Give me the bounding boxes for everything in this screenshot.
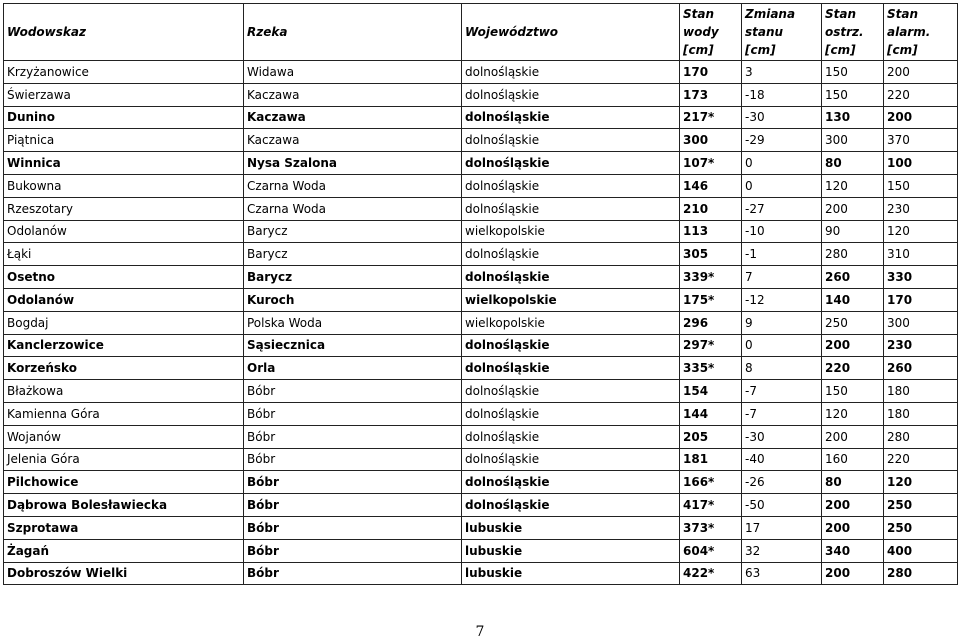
cell-wojewodztwo: dolnośląskie <box>462 129 680 152</box>
cell-stan-ostrz: 200 <box>822 562 884 585</box>
cell-zmiana-stanu: -7 <box>742 402 822 425</box>
cell-wojewodztwo: dolnośląskie <box>462 106 680 129</box>
cell-stan-alarm: 230 <box>884 334 958 357</box>
cell-stan-alarm: 280 <box>884 562 958 585</box>
cell-wodowskaz: Dunino <box>4 106 244 129</box>
cell-stan-ostrz: 340 <box>822 539 884 562</box>
cell-rzeka: Bóbr <box>244 562 462 585</box>
cell-wodowskaz: Rzeszotary <box>4 197 244 220</box>
cell-stan-wody: 181 <box>680 448 742 471</box>
cell-stan-wody: 217* <box>680 106 742 129</box>
cell-rzeka: Barycz <box>244 266 462 289</box>
table-row <box>4 311 958 334</box>
cell-wodowskaz: Szprotawa <box>4 516 244 539</box>
cell-rzeka: Sąsiecznica <box>244 334 462 357</box>
cell-wojewodztwo: dolnośląskie <box>462 448 680 471</box>
table-row <box>4 516 958 539</box>
cell-stan-wody: 297* <box>680 334 742 357</box>
cell-stan-wody: 170 <box>680 61 742 84</box>
cell-wojewodztwo: dolnośląskie <box>462 197 680 220</box>
cell-stan-alarm: 250 <box>884 494 958 517</box>
cell-wodowskaz: Piątnica <box>4 129 244 152</box>
cell-stan-ostrz: 90 <box>822 220 884 243</box>
cell-stan-alarm: 150 <box>884 174 958 197</box>
table-row <box>4 380 958 403</box>
cell-zmiana-stanu: 17 <box>742 516 822 539</box>
cell-wodowskaz: Dobroszów Wielki <box>4 562 244 585</box>
cell-stan-ostrz: 150 <box>822 61 884 84</box>
cell-stan-alarm: 400 <box>884 539 958 562</box>
cell-wojewodztwo: dolnośląskie <box>462 266 680 289</box>
header-zmiana-stanu <box>742 4 822 61</box>
cell-stan-wody: 300 <box>680 129 742 152</box>
cell-zmiana-stanu: -12 <box>742 288 822 311</box>
cell-stan-ostrz: 150 <box>822 83 884 106</box>
cell-stan-alarm: 120 <box>884 471 958 494</box>
cell-stan-ostrz: 200 <box>822 334 884 357</box>
table-row <box>4 266 958 289</box>
cell-stan-wody: 146 <box>680 174 742 197</box>
cell-stan-alarm: 180 <box>884 402 958 425</box>
cell-wojewodztwo: lubuskie <box>462 539 680 562</box>
cell-stan-wody: 210 <box>680 197 742 220</box>
header-wojewodztwo: Województwo <box>462 4 680 61</box>
cell-zmiana-stanu: -18 <box>742 83 822 106</box>
cell-rzeka: Bóbr <box>244 380 462 403</box>
cell-stan-ostrz: 250 <box>822 311 884 334</box>
cell-rzeka: Bóbr <box>244 516 462 539</box>
cell-stan-wody: 107* <box>680 152 742 175</box>
cell-wodowskaz: Bogdaj <box>4 311 244 334</box>
cell-rzeka: Czarna Woda <box>244 197 462 220</box>
cell-stan-wody: 173 <box>680 83 742 106</box>
cell-stan-alarm: 120 <box>884 220 958 243</box>
cell-stan-wody: 154 <box>680 380 742 403</box>
cell-rzeka: Kaczawa <box>244 106 462 129</box>
cell-stan-wody: 335* <box>680 357 742 380</box>
table-row <box>4 448 958 471</box>
cell-rzeka: Bóbr <box>244 402 462 425</box>
table-row <box>4 83 958 106</box>
cell-stan-ostrz: 260 <box>822 266 884 289</box>
cell-wodowskaz: Łąki <box>4 243 244 266</box>
cell-stan-alarm: 220 <box>884 448 958 471</box>
table-row <box>4 220 958 243</box>
header-line: ostrz. <box>825 25 864 39</box>
cell-stan-alarm: 330 <box>884 266 958 289</box>
cell-stan-alarm: 180 <box>884 380 958 403</box>
water-gauge-table <box>3 3 958 585</box>
table-row <box>4 402 958 425</box>
cell-wojewodztwo: lubuskie <box>462 562 680 585</box>
cell-zmiana-stanu: -50 <box>742 494 822 517</box>
cell-zmiana-stanu: -30 <box>742 106 822 129</box>
cell-rzeka: Bóbr <box>244 425 462 448</box>
header-line: alarm. <box>887 25 931 39</box>
cell-wodowskaz: Żagań <box>4 539 244 562</box>
cell-zmiana-stanu: 63 <box>742 562 822 585</box>
cell-stan-ostrz: 160 <box>822 448 884 471</box>
cell-rzeka: Barycz <box>244 220 462 243</box>
header-stan-wody <box>680 4 742 61</box>
cell-wojewodztwo: dolnośląskie <box>462 243 680 266</box>
cell-wodowskaz: Świerzawa <box>4 83 244 106</box>
cell-stan-wody: 144 <box>680 402 742 425</box>
cell-wodowskaz: Błażkowa <box>4 380 244 403</box>
cell-wodowskaz: Osetno <box>4 266 244 289</box>
cell-stan-wody: 113 <box>680 220 742 243</box>
cell-stan-wody: 205 <box>680 425 742 448</box>
cell-stan-wody: 604* <box>680 539 742 562</box>
cell-stan-ostrz: 130 <box>822 106 884 129</box>
table-row <box>4 334 958 357</box>
cell-stan-alarm: 230 <box>884 197 958 220</box>
cell-rzeka: Kaczawa <box>244 83 462 106</box>
cell-stan-ostrz: 120 <box>822 174 884 197</box>
table-row <box>4 357 958 380</box>
cell-zmiana-stanu: 0 <box>742 152 822 175</box>
table-row <box>4 197 958 220</box>
cell-wodowskaz: Kamienna Góra <box>4 402 244 425</box>
header-stan-ostrz <box>822 4 884 61</box>
cell-wojewodztwo: dolnośląskie <box>462 380 680 403</box>
cell-stan-alarm: 260 <box>884 357 958 380</box>
cell-stan-wody: 339* <box>680 266 742 289</box>
cell-zmiana-stanu: -40 <box>742 448 822 471</box>
cell-stan-ostrz: 200 <box>822 197 884 220</box>
table-row <box>4 425 958 448</box>
header-row <box>4 4 958 61</box>
cell-stan-wody: 417* <box>680 494 742 517</box>
cell-zmiana-stanu: 0 <box>742 174 822 197</box>
cell-wojewodztwo: dolnośląskie <box>462 61 680 84</box>
cell-rzeka: Bóbr <box>244 448 462 471</box>
cell-wodowskaz: Bukowna <box>4 174 244 197</box>
cell-stan-alarm: 220 <box>884 83 958 106</box>
cell-stan-wody: 373* <box>680 516 742 539</box>
cell-rzeka: Barycz <box>244 243 462 266</box>
cell-stan-ostrz: 150 <box>822 380 884 403</box>
cell-wojewodztwo: dolnośląskie <box>462 152 680 175</box>
header-rzeka: Rzeka <box>244 4 462 61</box>
header-wodowskaz: Wodowskaz <box>4 4 244 61</box>
cell-wodowskaz: Winnica <box>4 152 244 175</box>
table-row <box>4 539 958 562</box>
table-row <box>4 61 958 84</box>
cell-stan-ostrz: 200 <box>822 425 884 448</box>
cell-zmiana-stanu: 7 <box>742 266 822 289</box>
cell-zmiana-stanu: 3 <box>742 61 822 84</box>
cell-wodowskaz: Wojanów <box>4 425 244 448</box>
cell-stan-ostrz: 220 <box>822 357 884 380</box>
table-row <box>4 471 958 494</box>
header-line: Stan <box>887 7 919 21</box>
cell-stan-ostrz: 80 <box>822 152 884 175</box>
cell-stan-ostrz: 140 <box>822 288 884 311</box>
cell-stan-wody: 296 <box>680 311 742 334</box>
cell-zmiana-stanu: -1 <box>742 243 822 266</box>
cell-zmiana-stanu: -27 <box>742 197 822 220</box>
cell-zmiana-stanu: -10 <box>742 220 822 243</box>
table-row <box>4 152 958 175</box>
page-number: 7 <box>475 624 485 640</box>
cell-wojewodztwo: dolnośląskie <box>462 357 680 380</box>
cell-zmiana-stanu: -29 <box>742 129 822 152</box>
cell-zmiana-stanu: -26 <box>742 471 822 494</box>
cell-rzeka: Bóbr <box>244 471 462 494</box>
cell-wojewodztwo: dolnośląskie <box>462 494 680 517</box>
cell-wojewodztwo: dolnośląskie <box>462 334 680 357</box>
header-line: stanu <box>745 25 784 39</box>
table-row <box>4 562 958 585</box>
header-line: [cm] <box>887 43 918 57</box>
cell-stan-wody: 305 <box>680 243 742 266</box>
cell-stan-alarm: 250 <box>884 516 958 539</box>
header-line: Stan <box>683 7 715 21</box>
cell-wojewodztwo: wielkopolskie <box>462 288 680 311</box>
cell-wodowskaz: Odolanów <box>4 220 244 243</box>
cell-stan-ostrz: 200 <box>822 516 884 539</box>
cell-zmiana-stanu: -30 <box>742 425 822 448</box>
cell-zmiana-stanu: 0 <box>742 334 822 357</box>
cell-stan-alarm: 200 <box>884 106 958 129</box>
cell-stan-alarm: 280 <box>884 425 958 448</box>
cell-rzeka: Kuroch <box>244 288 462 311</box>
header-stan-alarm <box>884 4 958 61</box>
cell-zmiana-stanu: 8 <box>742 357 822 380</box>
cell-wojewodztwo: dolnośląskie <box>462 83 680 106</box>
cell-rzeka: Polska Woda <box>244 311 462 334</box>
cell-wojewodztwo: wielkopolskie <box>462 311 680 334</box>
cell-zmiana-stanu: 32 <box>742 539 822 562</box>
cell-zmiana-stanu: -7 <box>742 380 822 403</box>
table-row <box>4 106 958 129</box>
cell-stan-wody: 175* <box>680 288 742 311</box>
cell-wojewodztwo: dolnośląskie <box>462 174 680 197</box>
table-row <box>4 174 958 197</box>
cell-wojewodztwo: wielkopolskie <box>462 220 680 243</box>
cell-stan-alarm: 170 <box>884 288 958 311</box>
table-header <box>4 4 958 61</box>
table-row <box>4 288 958 311</box>
cell-stan-alarm: 200 <box>884 61 958 84</box>
table-row <box>4 243 958 266</box>
cell-stan-alarm: 310 <box>884 243 958 266</box>
header-line: [cm] <box>745 43 776 57</box>
cell-rzeka: Bóbr <box>244 539 462 562</box>
cell-stan-wody: 422* <box>680 562 742 585</box>
cell-stan-alarm: 300 <box>884 311 958 334</box>
cell-rzeka: Orla <box>244 357 462 380</box>
cell-stan-ostrz: 120 <box>822 402 884 425</box>
cell-zmiana-stanu: 9 <box>742 311 822 334</box>
cell-stan-ostrz: 80 <box>822 471 884 494</box>
cell-stan-ostrz: 200 <box>822 494 884 517</box>
header-line: Stan <box>825 7 857 21</box>
header-line: [cm] <box>683 43 714 57</box>
cell-wodowskaz: Dąbrowa Bolesławiecka <box>4 494 244 517</box>
cell-wojewodztwo: dolnośląskie <box>462 425 680 448</box>
cell-wojewodztwo: dolnośląskie <box>462 402 680 425</box>
header-line: [cm] <box>825 43 856 57</box>
cell-wodowskaz: Kanclerzowice <box>4 334 244 357</box>
cell-wodowskaz: Odolanów <box>4 288 244 311</box>
header-line: wody <box>683 25 719 39</box>
cell-rzeka: Czarna Woda <box>244 174 462 197</box>
cell-rzeka: Widawa <box>244 61 462 84</box>
cell-stan-ostrz: 300 <box>822 129 884 152</box>
cell-wodowskaz: Krzyżanowice <box>4 61 244 84</box>
cell-wodowskaz: Jelenia Góra <box>4 448 244 471</box>
cell-wodowskaz: Korzeńsko <box>4 357 244 380</box>
cell-wojewodztwo: dolnośląskie <box>462 471 680 494</box>
cell-rzeka: Bóbr <box>244 494 462 517</box>
cell-rzeka: Kaczawa <box>244 129 462 152</box>
cell-stan-ostrz: 280 <box>822 243 884 266</box>
header-line: Zmiana <box>745 7 796 21</box>
cell-wojewodztwo: lubuskie <box>462 516 680 539</box>
table-row <box>4 129 958 152</box>
cell-stan-alarm: 370 <box>884 129 958 152</box>
cell-rzeka: Nysa Szalona <box>244 152 462 175</box>
table-body <box>4 61 958 585</box>
cell-wodowskaz: Pilchowice <box>4 471 244 494</box>
cell-stan-wody: 166* <box>680 471 742 494</box>
cell-stan-alarm: 100 <box>884 152 958 175</box>
table-row <box>4 494 958 517</box>
